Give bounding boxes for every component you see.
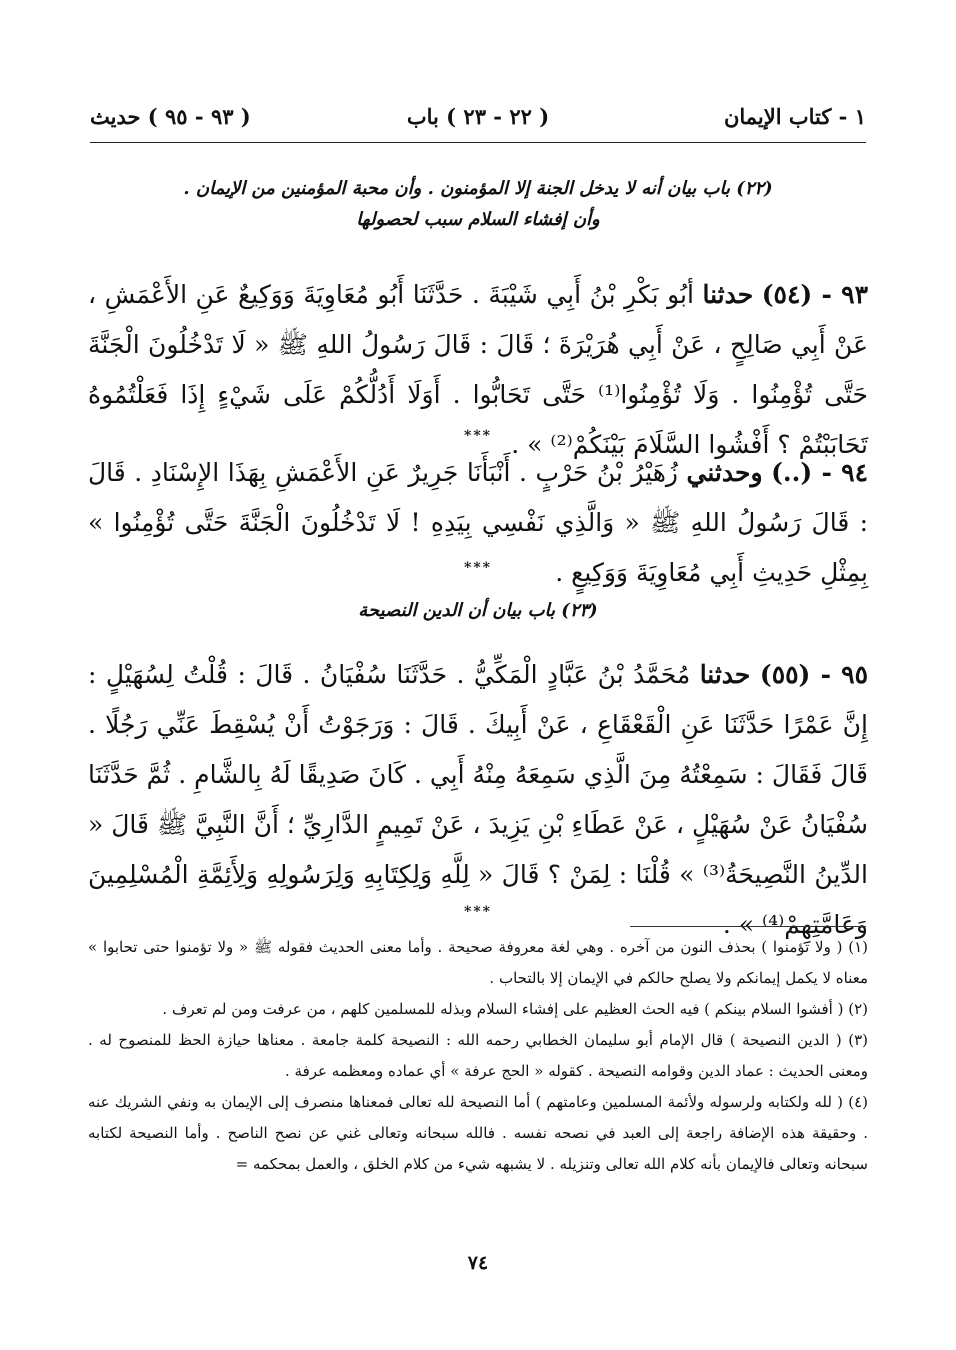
hadith-text: أبُو بَكْرِ بْنُ أَبِي شَيْبَةَ . حَدَّثَنَا أَبُو مُعَاوِيَةَ وَوَكِيعٌ عَنِ الأَعْمَشِ ، عَنْ أَبِي صَالِحٍ ، عَنْ أَبِي هُرَيْرَةَ ؛ قَالَ : قَالَ رَسُولُ اللهِ ﷺ « لَا تَدْخُلُونَ الْجَنَّةَ حَتَّى تُؤْمِنُوا . وَلَا تُؤْمِنُوا⁽¹⁾ حَتَّى تَحَابُّوا . أَوَلَا أَدُلُّكُمْ عَلَى شَيْءٍ إِذَا فَعَلْتُمُوهُ تَحَابَبْتُمْ ؟ أَفْشُوا السَّلَامَ بَيْنَكُمْ⁽²⁾ » . (88, 280, 868, 459)
separator-stars: *** (464, 560, 492, 576)
chapter-heading-22 (90, 178, 866, 230)
header-divider (90, 142, 866, 143)
chapter-heading-line: وأن إفشاء السلام سبب لحصولها (356, 209, 600, 230)
chapter-range: ( ٢٢ - ٢٣ ) باب (406, 104, 550, 129)
separator-stars: *** (464, 428, 492, 444)
footnotes (88, 932, 868, 1180)
chapter-heading-line: (٢٢) باب بيان أنه لا يدخل الجنة إلا المؤمنون . وأن محبة المؤمنين من الإيمان . (183, 178, 773, 199)
running-head (90, 104, 866, 144)
hadith-opening: حدثنا (699, 660, 751, 689)
footnote-1: (١) ( ولا تؤمنوا ) بحذف النون من آخره . وهي لغة معروفة صحيحة . وأما معنى الحديث فقوله ﷺ « ولا تؤمنوا حتى تحابوا » معناه لا يكمل إيمانكم ولا يصلح حالكم في الإيمان إلا بالتحاب . (88, 938, 868, 987)
hadith-number: ٩٤ - (..) (771, 458, 868, 487)
hadith-text: مُحَمَّدُ بْنُ عَبَّادٍ الْمَكِّيُّ . حَدَّثَنَا سُفْيَانُ . قَالَ : قُلْتُ لِسُهَيْلٍ : إِنَّ عَمْرًا حَدَّثَنَا عَنِ الْقَعْقَاعِ ، عَنْ أَبِيكَ . قَالَ : وَرَجَوْتُ أَنْ يُسْقِطَ عَنِّي رَجُلًا . قَالَ فَقَالَ : سَمِعْتُهُ مِنَ الَّذِي سَمِعَهُ مِنْهُ أَبِي . كَانَ صَدِيقًا لَهُ بِالشَّامِ . ثُمَّ حَدَّثَنَا سُفْيَانُ عَنْ سُهَيْلٍ ، عَنْ عَطَاءِ بْنِ يَزِيدَ ، عَنْ تَمِيمٍ الدَّارِيِّ ؛ أَنَّ النَّبِيَّ ﷺ قَالَ « الدِّينُ النَّصِيحَةُ⁽³⁾ » قُلْنَا : لِمَنْ ؟ قَالَ « لِلَّهِ وَلِكِتَابِهِ وَلِرَسُولِهِ وَلِأَئِمَّةِ الْمُسْلِمِينَ وَعَامَّتِهِمْ⁽⁴⁾ » . (88, 660, 868, 939)
hadith-number: ٩٥ - (٥٥) (759, 660, 869, 689)
hadith-range: ( ٩٣ - ٩٥ ) حديث (90, 104, 251, 129)
hadith-opening: وحدثني (686, 458, 763, 487)
chapter-heading-23 (90, 600, 866, 621)
footnote-3: (٣) ( الدين النصيحة ) قال الإمام أبو سليمان الخطابي رحمه الله : النصيحة كلمة جامعة . معناها حيازة الحظ للمنصوح له . ومعنى الحديث : عماد الدين وقوامه النصيحة . كقوله « الحج عرفة » أي عماده ومعظمه عرفة . (88, 1031, 868, 1080)
book-title: ١ - كتاب الإيمان (723, 104, 866, 129)
separator-stars: *** (464, 904, 492, 920)
footnote-4: (٤) ( لله ولكتابه ولرسوله ولأئمة المسلمين وعامتهم ) أما النصيحة لله تعالى فمعناها منصرف إلى الإيمان به ونفي الشريك عنه . وحقيقة هذه الإضافة راجعة إلى العبد في نصحه نفسه . فالله سبحانه وتعالى غني عن نصح الناصح . وأما النصيحة لكتابه سبحانه وتعالى فالإيمان بأنه كلام الله تعالى وتنزيله . لا يشبهه شيء من كلام الخلق ، والعمل بمحكمه = (88, 1093, 868, 1173)
hadith-number: ٩٣ - (٥٤) (761, 280, 868, 309)
page-number: ٧٤ (467, 1252, 489, 1274)
hadith-opening: حدثنا (702, 280, 754, 309)
chapter-heading-line: (٢٣) باب بيان أن الدين النصيحة (358, 600, 598, 621)
hadith-text: زُهَيْرُ بْنُ حَرْبٍ . أَنْبَأَنَا جَرِيرٌ عَنِ الأَعْمَشِ بِهَذَا الإِسْنَادِ . قَالَ : قَالَ رَسُولُ اللهِ ﷺ « وَالَّذِي نَفْسِي بِيَدِهِ ! لَا تَدْخُلُونَ الْجَنَّةَ حَتَّى تُؤْمِنُوا » بِمِثْلِ حَدِيثِ أَبِي مُعَاوِيَةَ وَوَكِيعٍ . (88, 458, 868, 587)
footnote-divider (630, 926, 866, 927)
footnote-2: (٢) ( أفشوا السلام بينكم ) فيه الحث العظيم على إفشاء السلام وبذله للمسلمين كلهم ، من عرفت ومن لم تعرف . (162, 1000, 868, 1018)
